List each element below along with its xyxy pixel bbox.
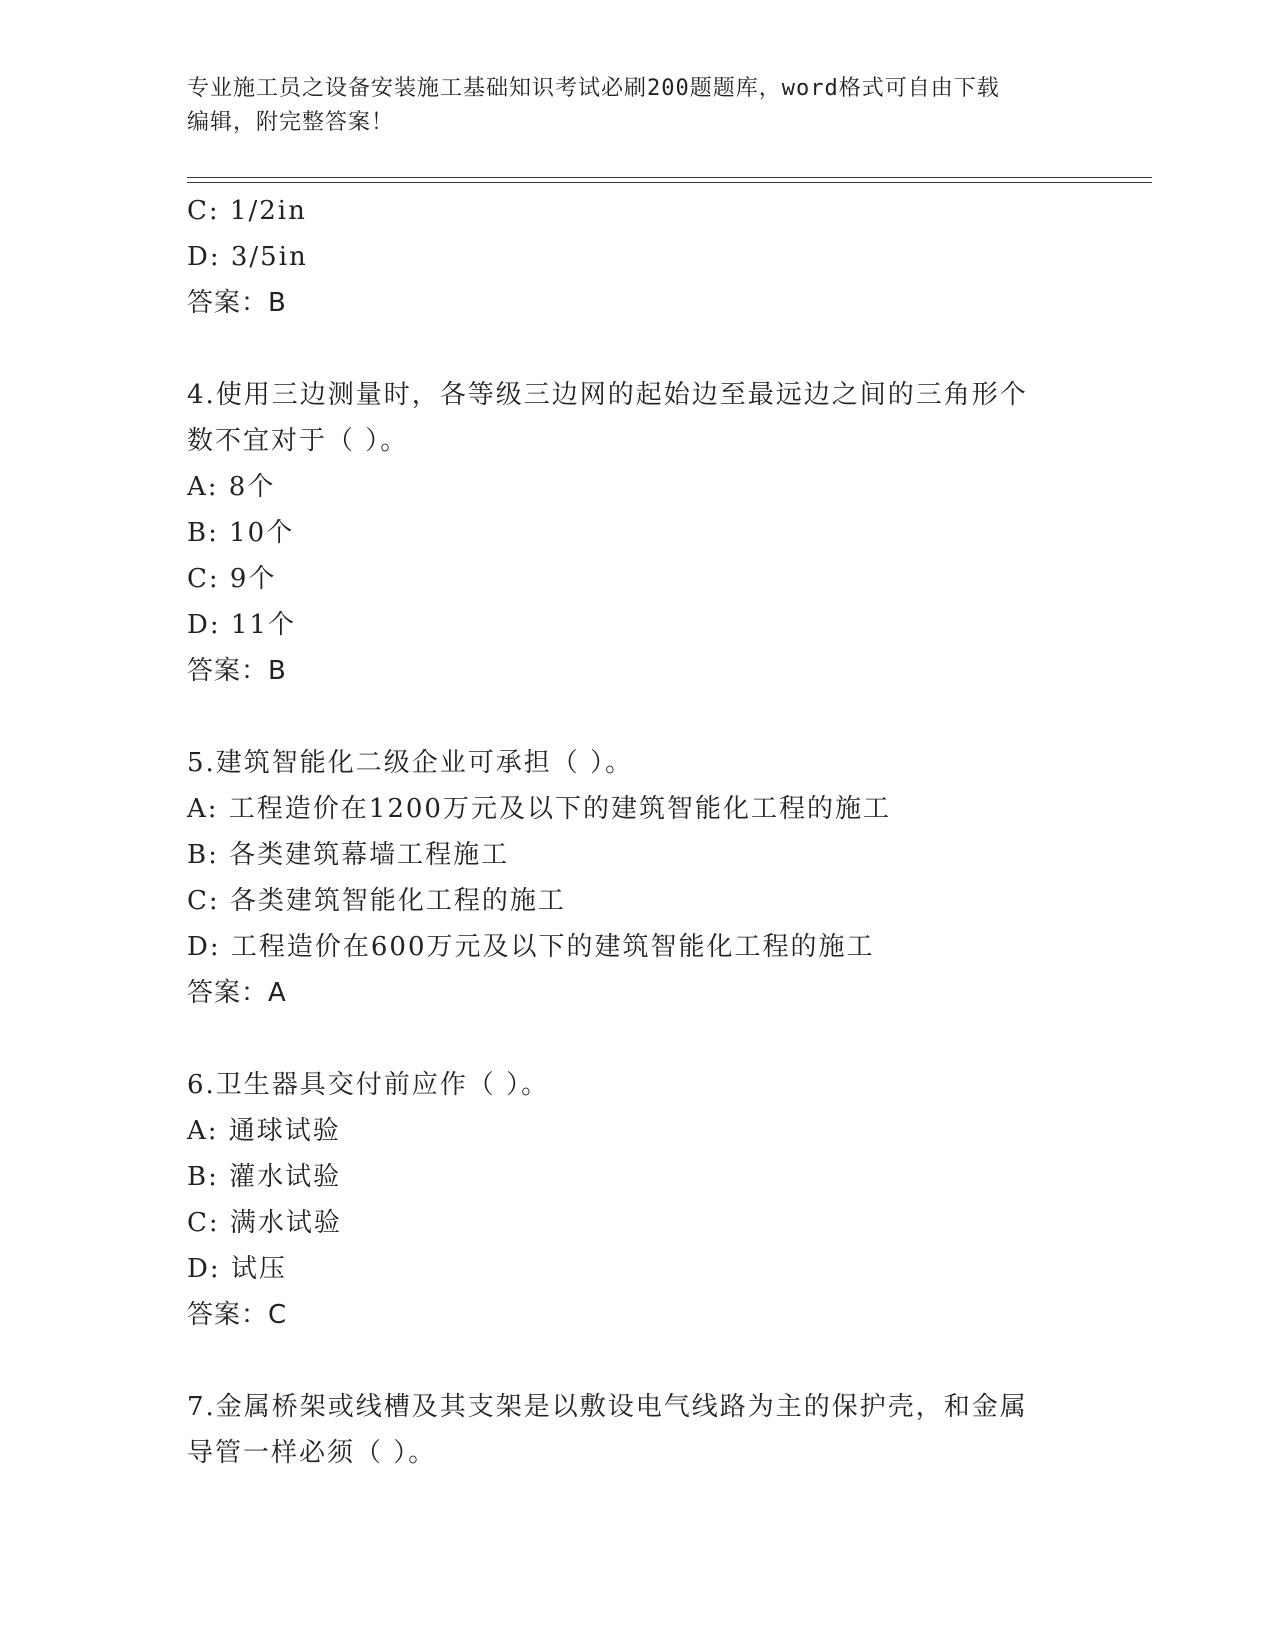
spacer (187, 326, 1087, 372)
q3-answer: 答案：B (187, 288, 287, 318)
q6-option-d: D: 试压 (187, 1254, 287, 1284)
q4-question-line-2: 数不宜对于（ ）。 (187, 426, 409, 456)
header-double-rule (187, 177, 1152, 183)
header-title-line-1: 专业施工员之设备安装施工基础知识考试必刷200题题库，word格式可自由下载 (187, 76, 1000, 101)
q4-option-a: A: 8个 (187, 472, 276, 502)
q4-option-c: C: 9个 (187, 564, 277, 594)
q5-option-b: B: 各类建筑幕墙工程施工 (187, 840, 510, 870)
q7-question-line-1: 7.金属桥架或线槽及其支架是以敷设电气线路为主的保护壳，和金属 (187, 1392, 1028, 1422)
q6-option-c: C: 满水试验 (187, 1208, 342, 1238)
spacer (187, 694, 1087, 740)
q6-question-line-1: 6.卫生器具交付前应作（ ）。 (187, 1070, 550, 1100)
question-7-block (187, 1384, 1087, 1476)
q3-option-c: C: 1/2in (187, 196, 307, 226)
q6-option-a: A: 通球试验 (187, 1116, 341, 1146)
q5-option-c: C: 各类建筑智能化工程的施工 (187, 886, 566, 916)
q5-option-d: D: 工程造价在600万元及以下的建筑智能化工程的施工 (187, 932, 875, 962)
question-5-block (187, 740, 1087, 1016)
q7-question-line-2: 导管一样必须（ ）。 (187, 1438, 437, 1468)
spacer (187, 1016, 1087, 1062)
q6-answer: 答案：C (187, 1300, 288, 1330)
q5-option-a: A: 工程造价在1200万元及以下的建筑智能化工程的施工 (187, 794, 891, 824)
question-3-block (187, 188, 1087, 326)
question-6-block (187, 1062, 1087, 1338)
spacer (187, 1338, 1087, 1384)
q4-answer: 答案：B (187, 656, 287, 686)
q5-answer: 答案：A (187, 978, 287, 1008)
q4-option-b: B: 10个 (187, 518, 295, 548)
q4-option-d: D: 11个 (187, 610, 296, 640)
q5-question-line-1: 5.建筑智能化二级企业可承担（ ）。 (187, 748, 634, 778)
document-header (187, 72, 1087, 140)
question-content (187, 188, 1087, 1476)
header-title-line-2: 编辑，附完整答案！ (187, 110, 395, 135)
q4-question-line-1: 4.使用三边测量时，各等级三边网的起始边至最远边之间的三角形个 (187, 380, 1028, 410)
question-4-block (187, 372, 1087, 694)
q6-option-b: B: 灌水试验 (187, 1162, 342, 1192)
q3-option-d: D: 3/5in (187, 242, 308, 272)
